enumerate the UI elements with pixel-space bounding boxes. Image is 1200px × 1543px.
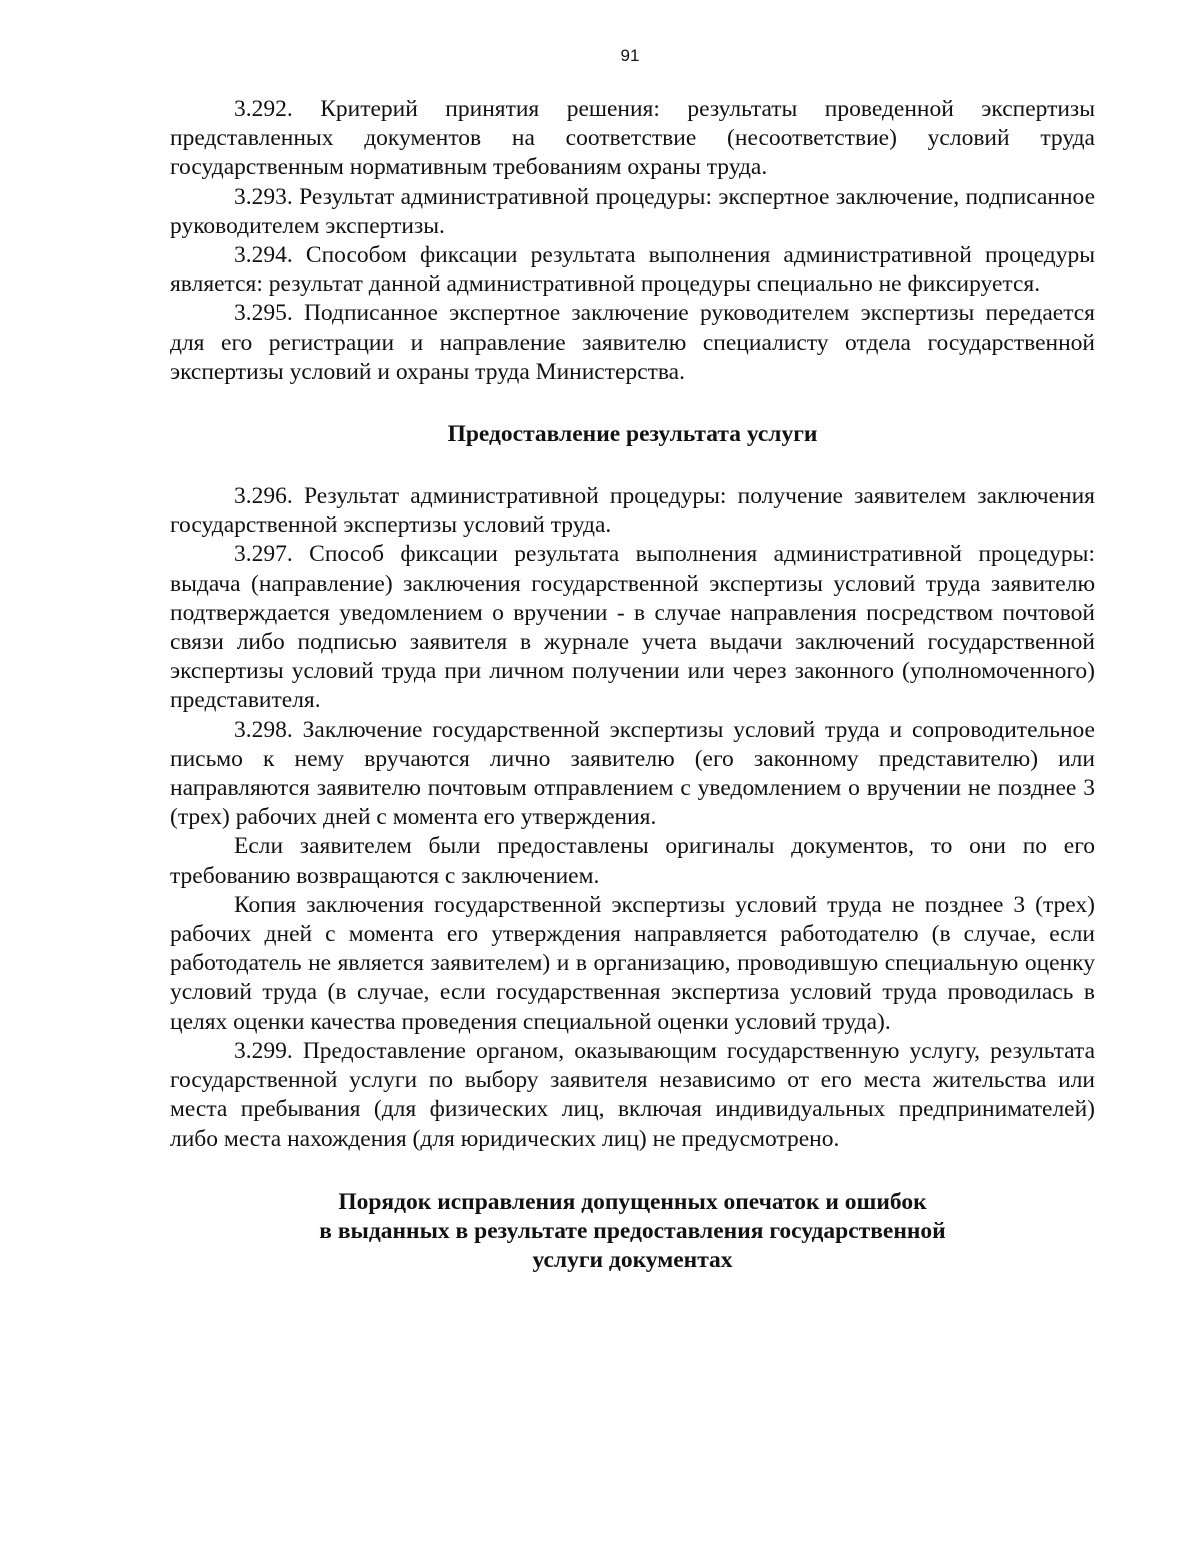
paragraph-3-294: 3.294. Способом фиксации результата выполнения административной процедуры является: результат данной административной процедуры специально не фиксируется. — [170, 242, 1095, 298]
paragraph-3-299: 3.299. Предоставление органом, оказывающим государственную услугу, результата государственной услуги по выбору заявителя независимо от его места жительства или места пребывания (для физических лиц, включая индивидуальных предпринимателей) либо места нахождения (для юридических лиц) не предусмотрено. — [170, 1037, 1095, 1152]
paragraph-3-296: 3.296. Результат административной процедуры: получение заявителем заключения государственной экспертизы условий труда. — [170, 483, 1095, 539]
section-heading-result: Предоставление результата услуги — [447, 421, 818, 448]
paragraph-copy-conclusion: Копия заключения государственной экспертизы условий труда не позднее 3 (трех) рабочих дней с момента его утверждения направляется работодателю (в случае, если работодатель не является заявителем) и в организацию, проводившую специальную оценку условий труда (в случае, если государственная экспертиза условий труда проводилась в целях оценки качества проведения специальной оценки условий труда). — [170, 891, 1095, 1035]
section-heading-corrections — [170, 1188, 1095, 1275]
heading-line-1: Порядок исправления допущенных опечаток и ошибок — [338, 1188, 927, 1215]
paragraph-3-293: 3.293. Результат административной процедуры: экспертное заключение, подписанное руководителем экспертизы. — [170, 183, 1095, 239]
heading-line-3: услуги документах — [532, 1246, 733, 1273]
page-number: 91 — [620, 46, 640, 65]
paragraph-3-298: 3.298. Заключение государственной экспертизы условий труда и сопроводительное письмо к нему вручаются лично заявителю (его законному представителю) или направляются заявителю почтовым отправлением с уведомлением о вручении не позднее 3 (трех) рабочих дней с момента его утверждения. — [170, 716, 1095, 831]
paragraph-originals-return: Если заявителем были предоставлены оригиналы документов, то они по его требованию возвращаются с заключением. — [170, 833, 1095, 889]
paragraph-3-297: 3.297. Способ фиксации результата выполнения административной процедуры: выдача (направление) заключения государственной экспертизы условий труда заявителю подтверждается уведомлением о вручении - в случае направления посредством почтовой связи либо подписью заявителя в журнале учета выдачи заключений государственной экспертизы условий труда при личном получении или через законного (уполномоченного) представителя. — [170, 541, 1095, 714]
paragraph-3-295: 3.295. Подписанное экспертное заключение руководителем экспертизы передается для его регистрации и направление заявителю специалисту отдела государственной экспертизы условий и охраны труда Министерства. — [170, 300, 1095, 385]
heading-line-2: в выданных в результате предоставления государственной — [319, 1217, 946, 1244]
paragraph-3-292: 3.292. Критерий принятия решения: результаты проведенной экспертизы представленных документов на соответствие (несоответствие) условий труда государственным нормативным требованиям охраны труда. — [170, 96, 1095, 181]
document-body — [170, 95, 1095, 1275]
